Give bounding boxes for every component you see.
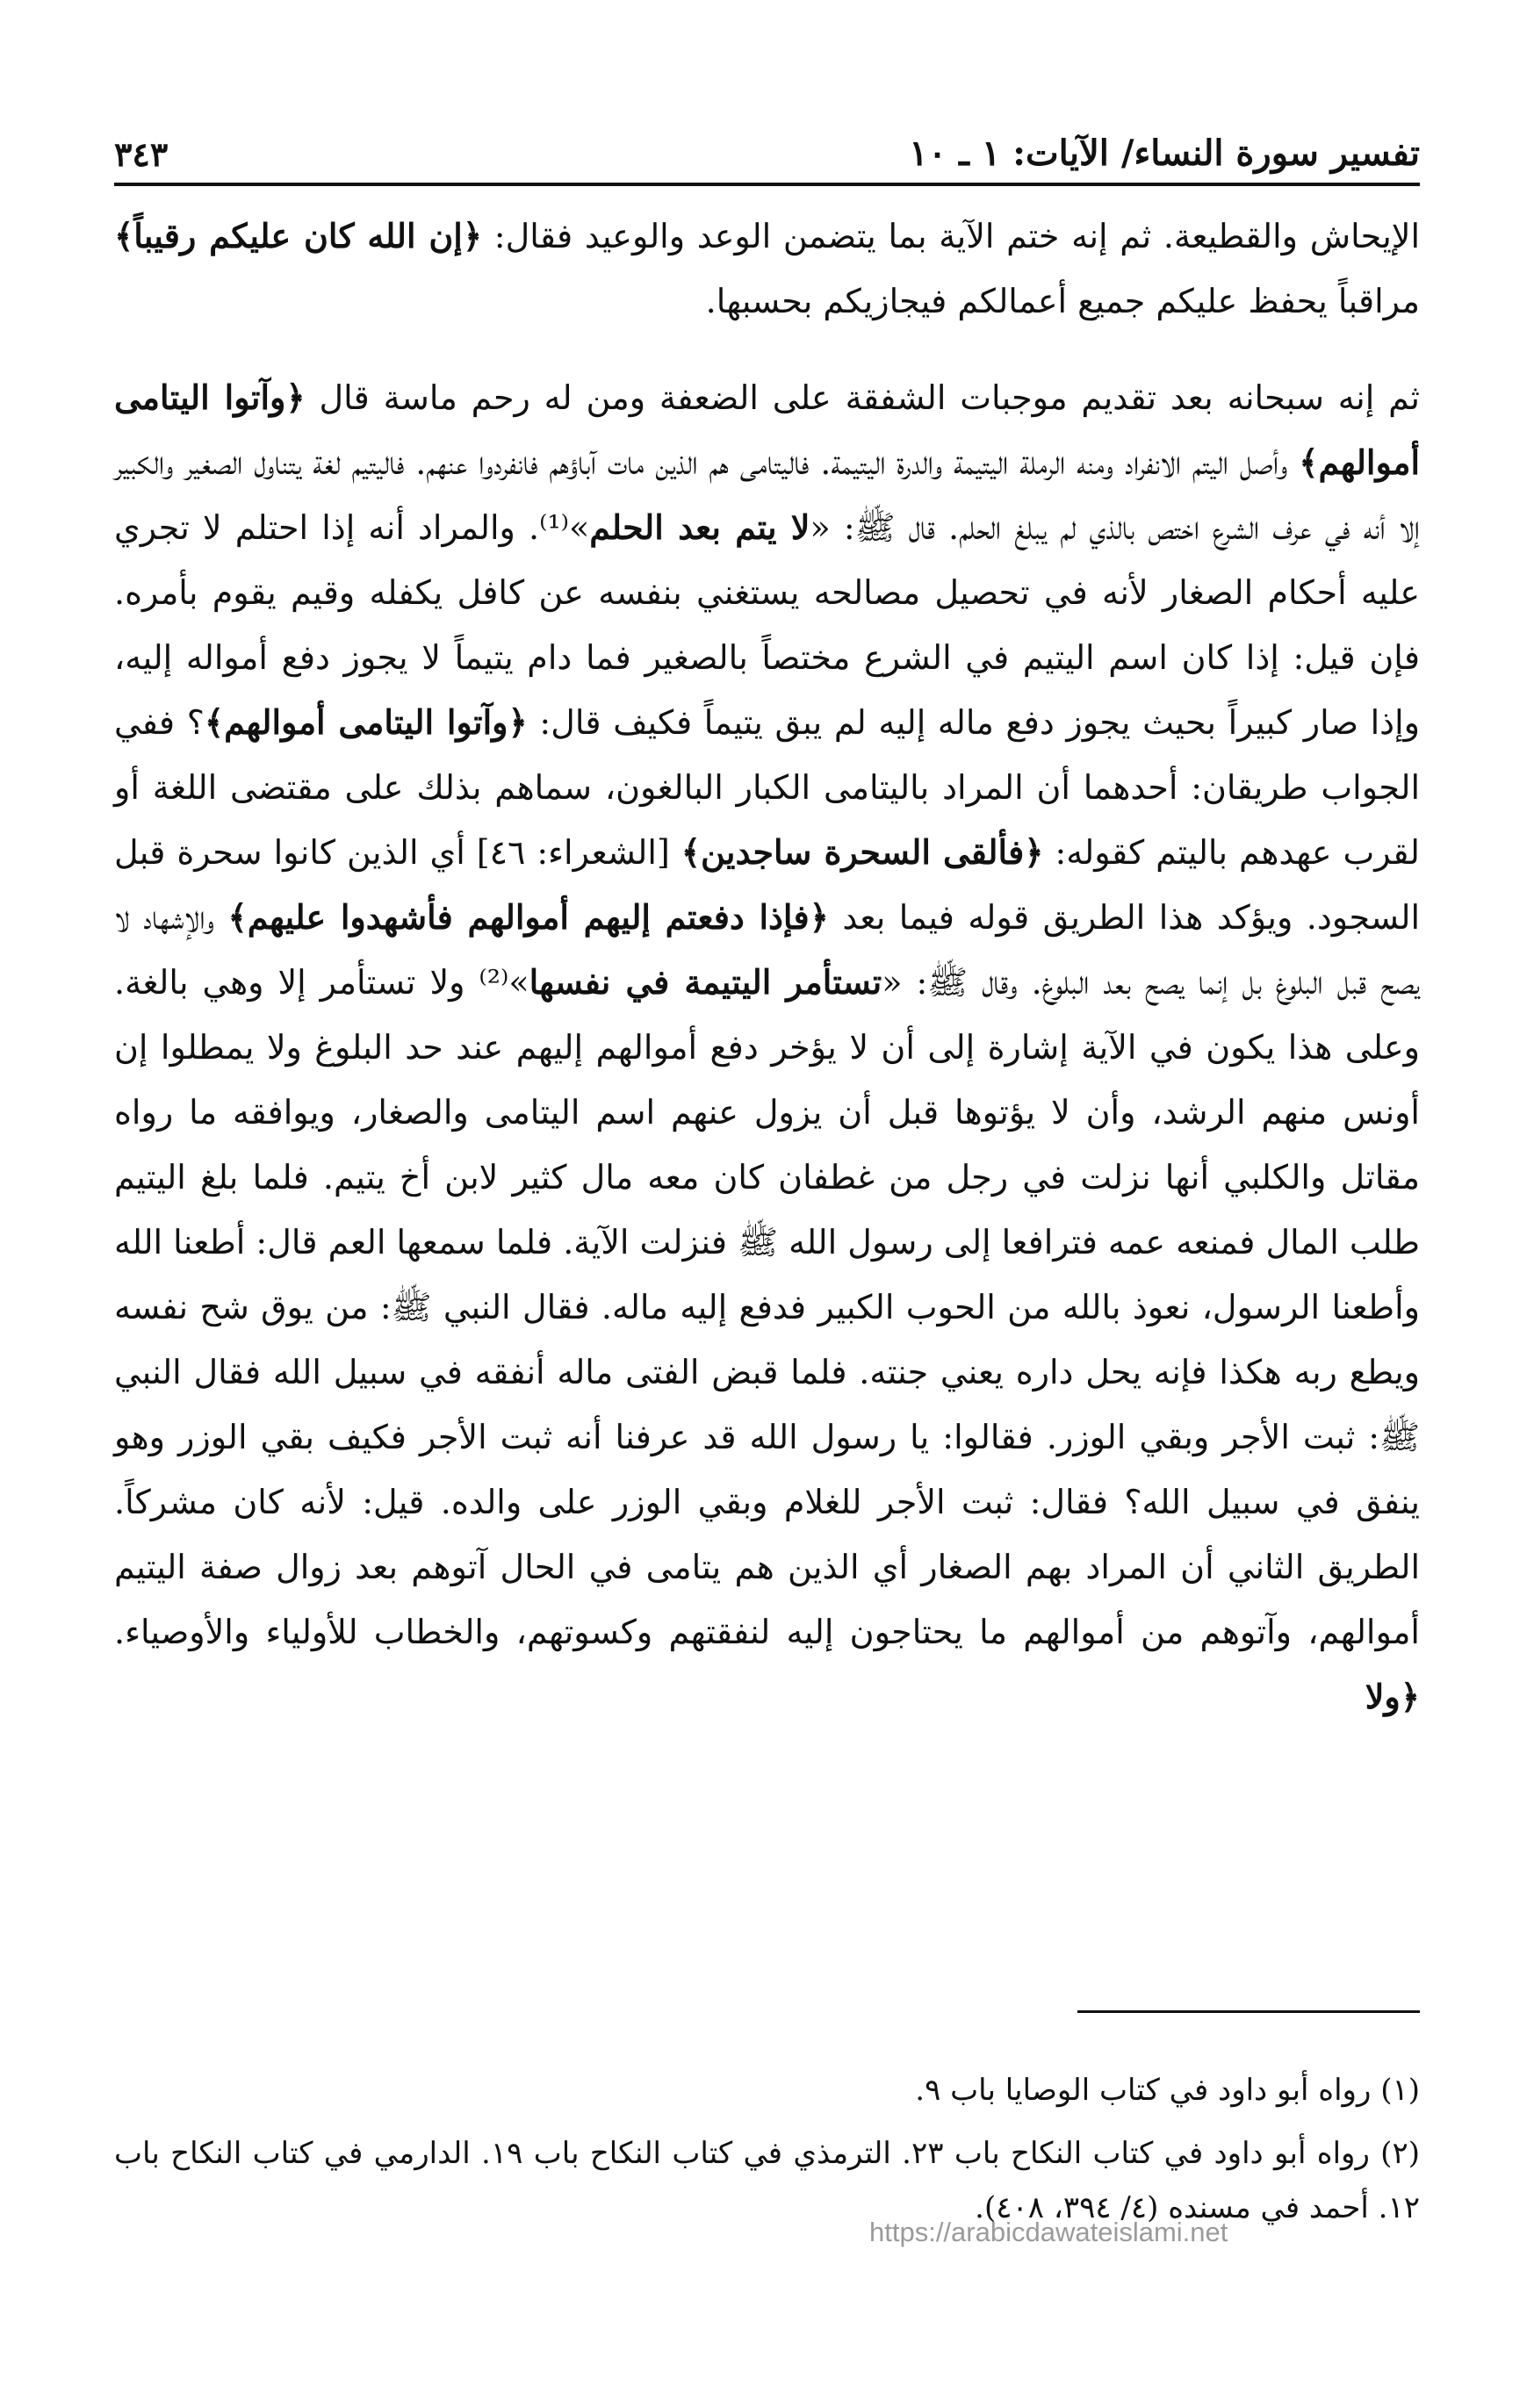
page-header bbox=[114, 104, 1420, 186]
footnote-1: (١) رواه أبو داود في كتاب الوصايا باب ٩. bbox=[915, 2073, 1420, 2108]
paragraph-1 bbox=[114, 204, 1420, 334]
text-run: الإيحاش والقطيعة. ثم إنه ختم الآية بما يتضمن الوعد والوعيد فقال: bbox=[482, 217, 1420, 255]
quran-quote: ﴿فإذا دفعتم إليهم أموالهم فأشهدوا عليهم﴾ bbox=[227, 897, 829, 937]
paragraph-2 bbox=[114, 365, 1420, 1729]
quran-quote: ﴿وآتوا اليتامى أموالهم﴾ bbox=[204, 702, 528, 742]
text-run: »⁽²⁾ ولا تستأمر إلا وهي بالغة. وعلى هذا يكون في الآية إشارة إلى أن لا يؤخر دفع أموالهم إليهم عند حد البلوغ ولا يمطلوا إن أونس منهم الرشد، وأن لا يؤتوها قبل أن يزول عنهم اسم اليتامى والصغار، ويوافقه ما رواه مقاتل والكلبي أنها نزلت في رجل من غطفان كان معه مال كثير لابن أخ يتيم. فلما بلغ اليتيم طلب المال فمنعه عمه فترافعا إلى رسول الله ﷺ فنزلت الآية. فلما سمعها العم قال: أطعنا الله وأطعنا الرسول، نعوذ بالله من الحوب الكبير فدفع إليه ماله. فقال النبي ﷺ: من يوق شح نفسه ويطع ربه هكذا فإنه يحل داره يعني جنته. فلما قبض الفتى ماله أنفقه في سبيل الله فقال النبي ﷺ: ثبت الأجر وبقي الوزر. فقالوا: يا رسول الله قد عرفنا أنه ثبت الأجر فكيف بقي الوزر وهو ينفق في سبيل الله؟ فقال: ثبت الأجر للغلام وبقي الوزر على والده. قيل: لأنه كان مشركاً. الطريق الثاني أن المراد بهم الصغار أي الذين هم يتامى في الحال آتوهم بعد زوال صفة اليتيم أموالهم، وآتوهم من أموالهم ما يحتاجون إليه لنفقتهم وكسوتهم، والخطاب للأولياء والأوصياء. bbox=[114, 963, 1420, 1651]
text-run: ؟ ففي الجواب طريقان: أحدهما أن المراد باليتامى الكبار البالغون، سماهم بذلك على مقتضى اللغة أو لقرب عهدهم باليتم كقوله: bbox=[114, 703, 1420, 872]
quran-quote: ﴿فألقى السحرة ساجدين﴾ bbox=[681, 832, 1044, 872]
text-run: وأصل اليتم الانفراد ومنه الرملة اليتيمة والدرة اليتيمة. فاليتامى هم الذين مات آباؤهم فانفردوا عنهم. فاليتيم لغة يتناول الصغير والكبير إلا أنه في عرف الشرع اختص بالذي لم يبلغ الحلم. قال ﷺ: « bbox=[114, 443, 1420, 547]
hadith-quote: تستأمر اليتيمة في نفسها bbox=[529, 962, 882, 1002]
footnote-2: (٢) رواه أبو داود في كتاب النكاح باب ٢٣. الترمذي في كتاب النكاح باب ١٩. الدارمي في كتاب النكاح باب ١٢. أحمد في مسنده (٤/ ٣٩٤، ٤٠٨). bbox=[114, 2136, 1420, 2225]
main-text bbox=[114, 204, 1420, 1761]
text-run: ثم إنه سبحانه بعد تقديم موجبات الشفقة على الضعفة ومن له رحم ماسة قال bbox=[305, 378, 1420, 417]
footnote-separator bbox=[1077, 2010, 1420, 2013]
hadith-quote: لا يتم بعد الحلم bbox=[589, 507, 810, 547]
text-run: »⁽¹⁾. والمراد أنه إذا احتلم لا تجري عليه أحكام الصغار لأنه في تحصيل مصالحه يستغني بنفسه عن كافل يكفله وقيم يقوم بأمره. فإن قيل: إذا كان اسم اليتيم في الشرع مختصاً بالصغير فما دام يتيماً لا يجوز دفع أمواله إليه، وإذا صار كبيراً بحيث يجوز دفع ماله إليه لم يبق يتيماً فكيف قال: bbox=[114, 508, 1420, 742]
text-run: [الشعراء: ٤٦] أي الذين كانوا سحرة قبل السجود. ويؤكد هذا الطريق قوله فيما بعد bbox=[114, 833, 1421, 937]
text-run: مراقباً يحفظ عليكم جميع أعمالكم فيجازيكم بحسبها. bbox=[705, 282, 1420, 320]
page-number: ٣٤٣ bbox=[114, 134, 169, 174]
watermark-url: https://arabicdawateislami.net bbox=[869, 2217, 1228, 2247]
text-run: والإشهاد لا يصح قبل البلوغ بل إنما يصح بعد البلوغ. وقال ﷺ: « bbox=[114, 898, 1420, 1002]
running-title: تفسير سورة النساء/ الآيات: ١ ـ ١٠ bbox=[909, 133, 1420, 174]
quran-quote: ﴿ولا bbox=[1365, 1677, 1420, 1716]
quran-quote: ﴿وآتوا اليتامى أموالهم﴾ bbox=[114, 377, 1420, 482]
quran-quote: ﴿إن الله كان عليكم رقيباً﴾ bbox=[114, 216, 483, 255]
